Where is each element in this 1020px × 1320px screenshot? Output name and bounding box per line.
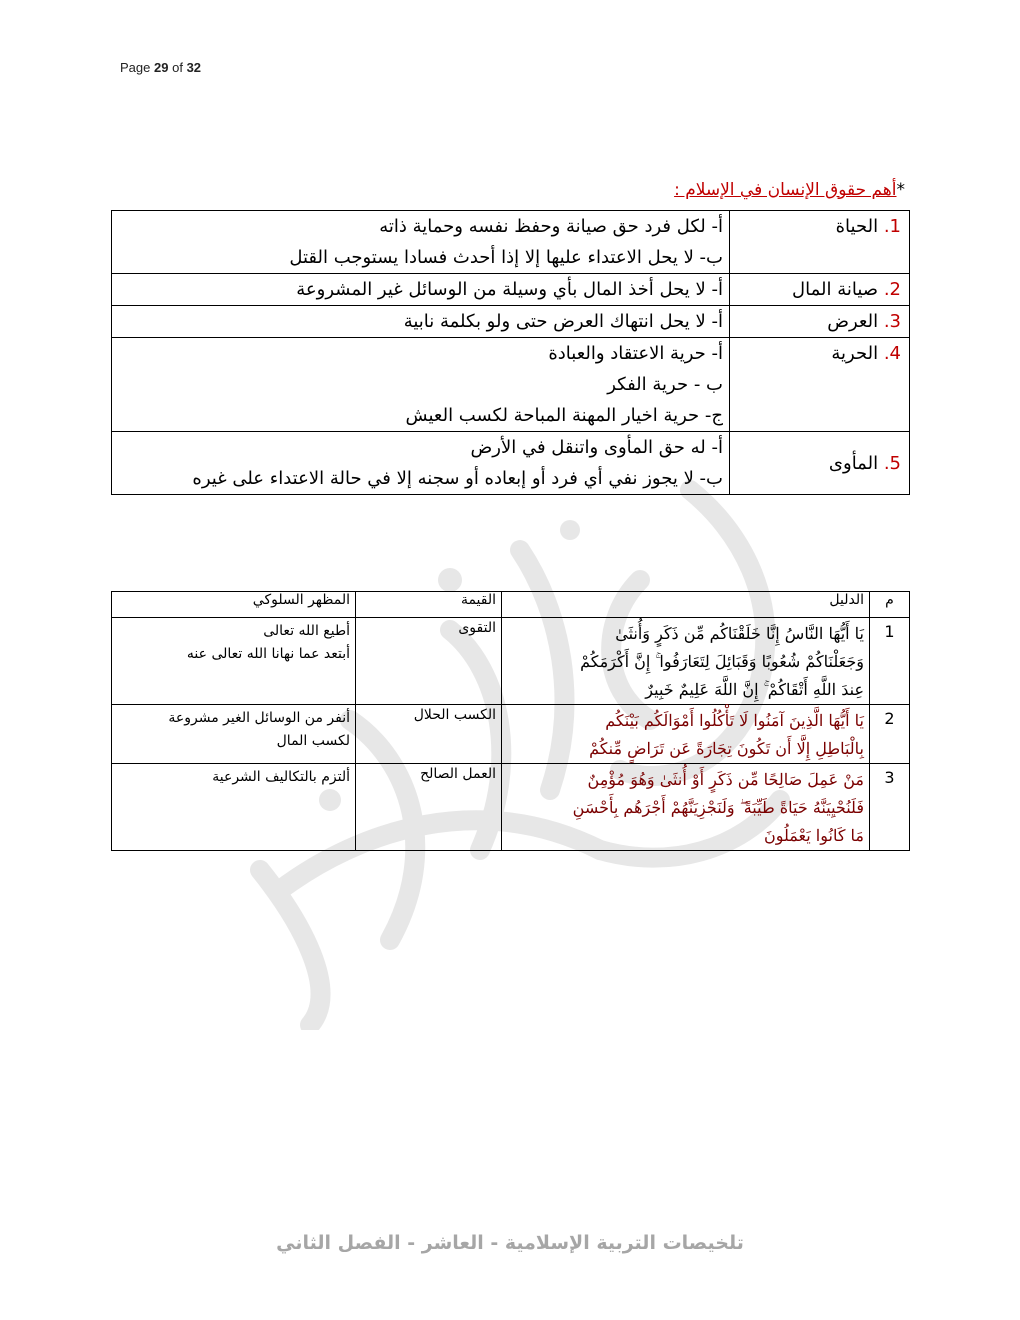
section-title xyxy=(620,180,905,200)
verse-line: عِندَ اللَّهِ أَتْقَاكُمْ ۚ إِنَّ اللَّهَ عَلِيمٌ خَبِيرٌ xyxy=(645,680,864,699)
page-prefix: Page xyxy=(120,60,151,75)
verse-line: مَنْ عَمِلَ صَالِحًا مِّن ذَكَرٍ أَوْ أُنثَىٰ وَهُوَ مُؤْمِنٌ xyxy=(587,770,864,789)
right-description-cell xyxy=(112,274,730,306)
right-name: الحياة xyxy=(835,216,879,237)
human-rights-table xyxy=(111,210,910,495)
page-of: of xyxy=(172,60,183,75)
table-header-row xyxy=(112,592,910,618)
page-number xyxy=(120,60,201,75)
right-description-cell xyxy=(112,306,730,338)
verse-line: يَا أَيُّهَا الَّذِينَ آمَنُوا لَا تَأْكُلُوا أَمْوَالَكُم بَيْنَكُم xyxy=(605,711,864,730)
value-cell: الكسب الحلال xyxy=(356,705,502,764)
right-name-cell xyxy=(730,274,910,306)
title-asterisk: * xyxy=(896,180,905,200)
right-description-cell xyxy=(112,338,730,432)
header-value: القيمة xyxy=(356,592,502,618)
row-number: 1 xyxy=(870,618,910,705)
right-line: أ- لكل فرد حق صيانة وحفظ نفسه وحماية ذاته xyxy=(379,216,723,237)
right-line: ب- لا يحل الاعتداء عليها إلا إذا أحدث فسادا يستوجب القتل xyxy=(289,247,723,268)
right-name-cell xyxy=(730,432,910,495)
title-text: أهم حقوق الإنسان في الإسلام : xyxy=(674,180,897,200)
behavior-cell xyxy=(112,764,356,851)
page-footer: تلخيصات التربية الإسلامية - العاشر - الفصل الثاني xyxy=(276,1232,744,1254)
right-line: ج- حرية اخيار المهنة المباحة لكسب العيش xyxy=(405,405,723,426)
behavior-cell xyxy=(112,705,356,764)
table-row xyxy=(112,705,910,764)
behavior-line: أبتعد عما نهانا الله تعالى عنه xyxy=(186,646,350,662)
verse-line: بِالْبَاطِلِ إِلَّا أَن تَكُونَ تِجَارَةً عَن تَرَاضٍ مِّنكُمْ xyxy=(589,739,864,758)
page-current: 29 xyxy=(154,60,169,75)
right-name-cell xyxy=(730,306,910,338)
table-row xyxy=(112,432,910,495)
verse-line: وَجَعَلْنَاكُمْ شُعُوبًا وَقَبَائِلَ لِتَعَارَفُوا ۚ إِنَّ أَكْرَمَكُمْ xyxy=(580,652,864,671)
right-line: ب - حرية الفكر xyxy=(607,374,723,395)
right-number: 5. xyxy=(883,452,901,474)
right-name: المأوى xyxy=(828,452,879,474)
behavior-cell xyxy=(112,618,356,705)
table-row xyxy=(112,274,910,306)
right-number: 2. xyxy=(883,279,901,300)
right-name-cell xyxy=(730,338,910,432)
right-description-cell xyxy=(112,211,730,274)
verse-line: فَلَنُحْيِيَنَّهُ حَيَاةً طَيِّبَةً ۖ وَلَنَجْزِيَنَّهُمْ أَجْرَهُم بِأَحْسَنِ xyxy=(572,798,864,817)
behavior-line: ألتزم بالتكاليف الشرعية xyxy=(212,769,350,785)
behavior-line: أطيع الله تعالى xyxy=(263,623,350,639)
page-total: 32 xyxy=(186,60,202,75)
table-row xyxy=(112,338,910,432)
right-line: ب- لا يجوز نفي أي فرد أو إبعاده أو سجنه إلا في حالة الاعتداء على غيره xyxy=(192,468,723,489)
table-row xyxy=(112,618,910,705)
evidence-cell xyxy=(502,764,870,851)
evidence-cell xyxy=(502,705,870,764)
right-number: 1. xyxy=(883,216,901,237)
values-table xyxy=(111,591,910,851)
table-row xyxy=(112,764,910,851)
header-evidence: الدليل xyxy=(502,592,870,618)
right-line: أ- لا يحل أخذ المال بأي وسيلة من الوسائل غير المشروعة xyxy=(296,279,723,300)
verse-line: مَا كَانُوا يَعْمَلُونَ xyxy=(763,826,864,845)
right-line: أ- له حق المأوى واتنقل في الأرض xyxy=(470,437,723,458)
value-cell: التقوى xyxy=(356,618,502,705)
header-m: م xyxy=(870,592,910,618)
right-number: 3. xyxy=(883,311,901,332)
right-name: العرض xyxy=(827,311,879,332)
right-name-cell xyxy=(730,211,910,274)
right-name: صيانة المال xyxy=(792,279,879,300)
behavior-line: لكسب المال xyxy=(276,733,350,749)
right-number: 4. xyxy=(883,343,901,364)
table-row xyxy=(112,306,910,338)
row-number: 2 xyxy=(870,705,910,764)
table-row xyxy=(112,211,910,274)
right-line: أ- لا يحل انتهاك العرض حتى ولو بكلمة نابية xyxy=(403,311,723,332)
behavior-line: أنفر من الوسائل الغير مشروعة xyxy=(168,710,350,726)
evidence-cell xyxy=(502,618,870,705)
right-name: الحرية xyxy=(831,343,879,364)
header-behavior: المظهر السلوكي xyxy=(112,592,356,618)
value-cell: العمل الصالح xyxy=(356,764,502,851)
right-description-cell xyxy=(112,432,730,495)
row-number: 3 xyxy=(870,764,910,851)
right-line: أ- حرية الاعتقاد والعبادة xyxy=(548,343,723,364)
verse-line: يَا أَيُّهَا النَّاسُ إِنَّا خَلَقْنَاكُم مِّن ذَكَرٍ وَأُنثَىٰ xyxy=(615,624,864,643)
